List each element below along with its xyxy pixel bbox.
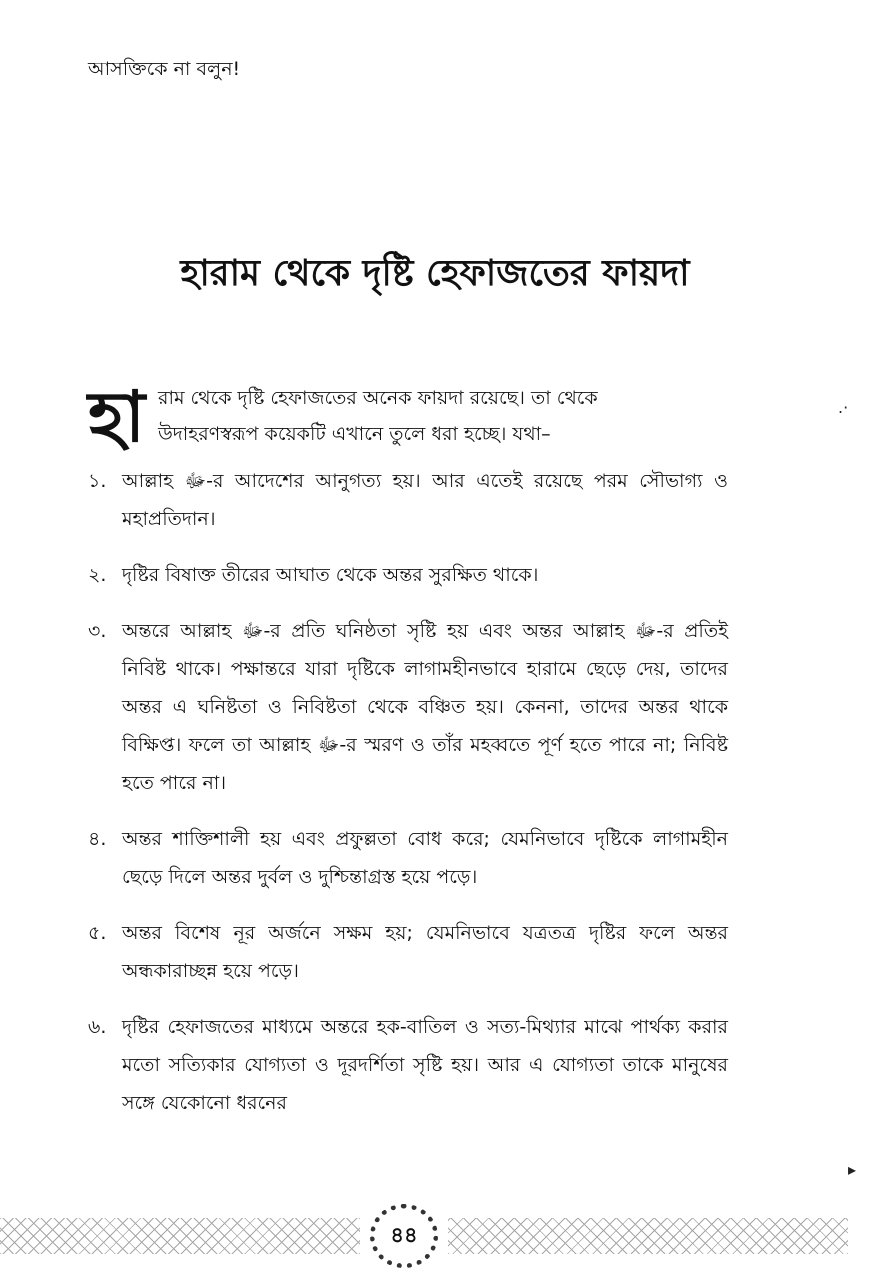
- item-text: অন্তর বিশেষ নূর অর্জনে সক্ষম হয়; যেমনিভাবে যত্রতত্র দৃষ্টির ফলে অন্তর অন্ধকারাচ্ছন্ন হয়ে পড়ে।: [122, 922, 728, 982]
- item-number: ৪.: [88, 828, 107, 850]
- footer-ornament-right: [448, 1218, 848, 1254]
- list-item: [88, 1008, 728, 1122]
- item-number: ৬.: [88, 1016, 107, 1038]
- margin-mark: .·: [838, 398, 849, 417]
- list-item: [88, 914, 728, 990]
- item-number: ৩.: [88, 620, 107, 642]
- intro-line: রাম থেকে দৃষ্টি হেফাজতের অনেক ফায়দা রয়েছে। তা থেকে: [158, 387, 598, 409]
- item-number: ১.: [88, 470, 107, 492]
- list-item: [88, 556, 728, 594]
- item-number: ৫.: [88, 922, 107, 944]
- running-head: আসক্তিকে না বলুন!: [88, 58, 241, 80]
- margin-mark: ▸: [848, 1160, 857, 1179]
- item-text: অন্তর শাক্তিশালী হয় এবং প্রফুল্লতা বোধ করে; যেমনিভাবে দৃষ্টিকে লাগামহীন ছেড়ে দিলে অন্তর দুর্বল ও দুশ্চিন্তাগ্রস্ত হয়ে পড়ে।: [122, 828, 728, 888]
- intro-paragraph: [88, 376, 728, 460]
- item-text: দৃষ্টির হেফাজতের মাধ্যমে অন্তরে হক-বাতিল ও সত্য-মিথ্যার মাঝে পার্থক্য করার মতো সত্যিকার যোগ্যতা ও দূরদর্শিতা সৃষ্টি হয়। আর এ যোগ্যতা তাকে মানুষের সঙ্গে যেকোনো ধরনের: [122, 1016, 728, 1114]
- item-text: অন্তরে আল্লাহ ﷻ-র প্রতি ঘনিষ্ঠতা সৃষ্টি হয় এবং অন্তর আল্লাহ ﷻ-র প্রতিই নিবিষ্ট থাকে। পক্ষান্তরে যারা দৃষ্টিকে লাগামহীনভাবে হারামে ছেড়ে দেয়, তাদের অন্তর এ ঘনিষ্টতা ও নিবিষ্টতা থেকে বঞ্চিত হয়। কেননা, তাদের অন্তর থাকে বিক্ষিপ্ত। ফলে তা আল্লাহ ﷻ-র স্মরণ ও তাঁর মহব্বতে পূর্ণ হতে পারে না; নিবিষ্ট হতে পারে না।: [122, 620, 728, 794]
- list-item: [88, 462, 728, 538]
- drop-cap: হা: [88, 376, 146, 458]
- list-item: [88, 612, 728, 802]
- benefits-list: [88, 462, 728, 1140]
- item-text: আল্লাহ ﷻ-র আদেশের আনুগত্য হয়। আর এতেই রয়েছে পরম সৌভাগ্য ও মহাপ্রতিদান।: [122, 470, 728, 530]
- page-footer: [0, 1196, 869, 1272]
- intro-line: উদাহরণস্বরূপ কয়েকটি এখানে তুলে ধরা হচ্ছে। যথা–: [158, 423, 551, 445]
- item-number: ২.: [88, 564, 107, 586]
- page-number: ৪৪: [390, 1223, 418, 1247]
- chapter-title: হারাম থেকে দৃষ্টি হেফাজতের ফায়দা: [180, 253, 690, 294]
- list-item: [88, 820, 728, 896]
- item-text: দৃষ্টির বিষাক্ত তীরের আঘাত থেকে অন্তর সুরক্ষিত থাকে।: [122, 564, 539, 586]
- footer-ornament-left: [0, 1218, 360, 1254]
